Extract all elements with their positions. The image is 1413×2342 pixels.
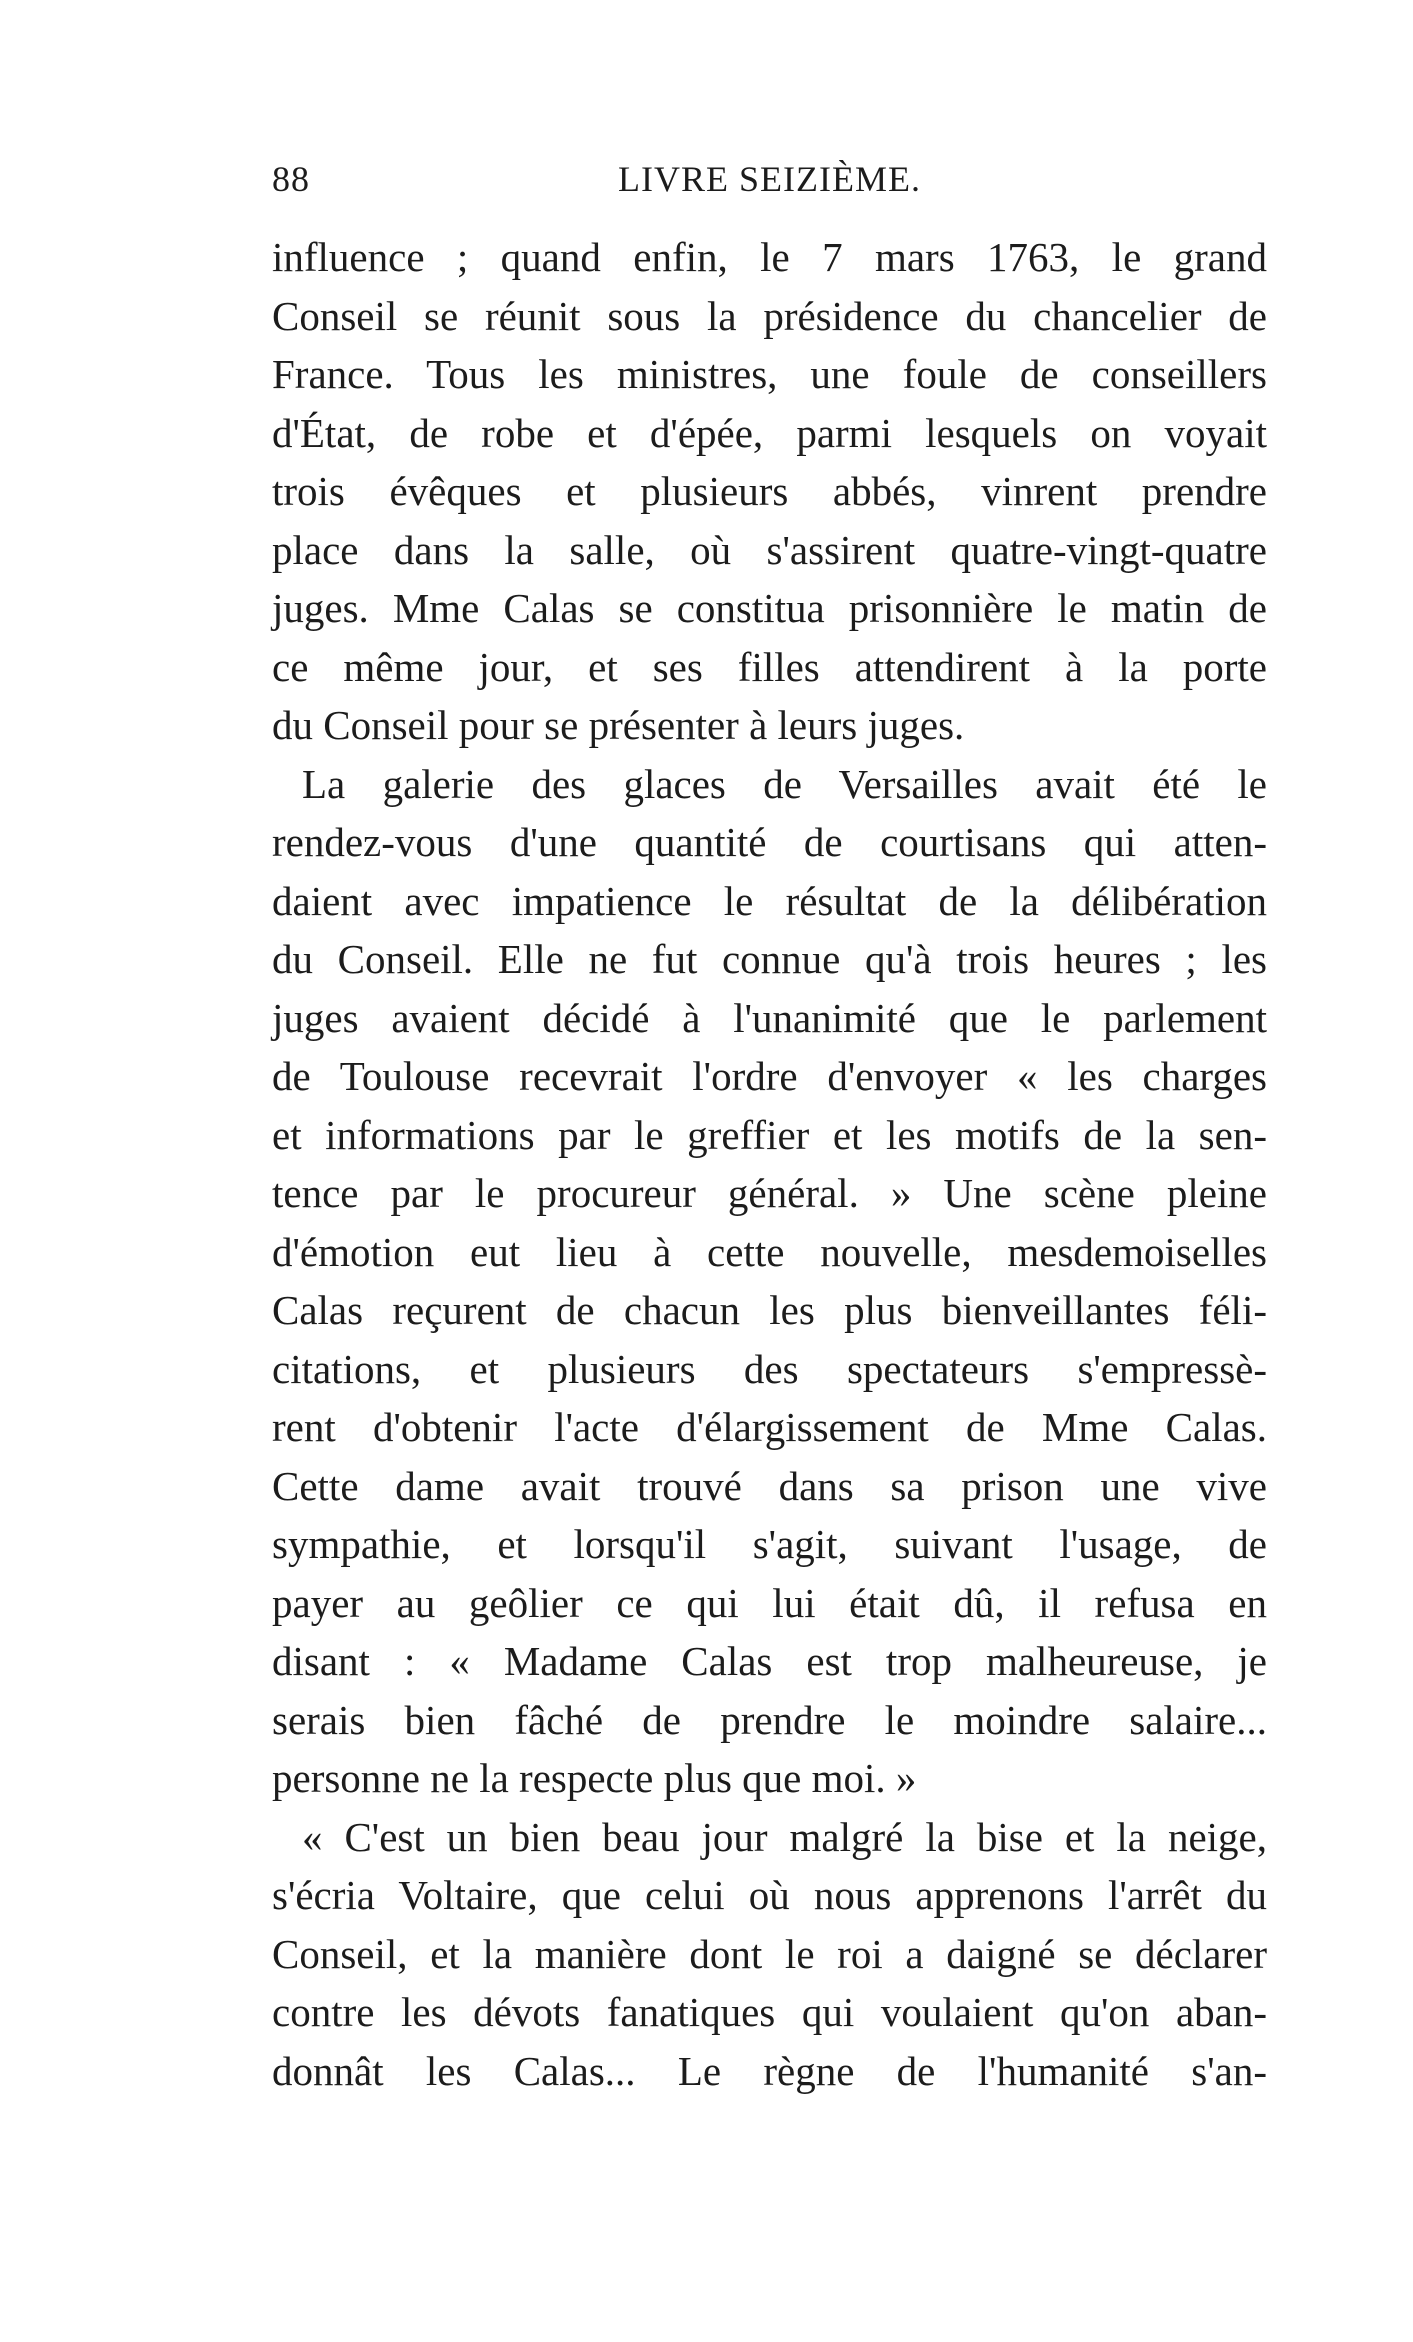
- text-line: de Toulouse recevrait l'ordre d'envoyer « les charges: [272, 1053, 1267, 1099]
- text-line: place dans la salle, où s'assirent quatre-vingt-quatre: [272, 526, 1267, 573]
- text-line: Calas reçurent de chacun les plus bienveillantes féli-: [272, 1287, 1267, 1333]
- text-line: juges. Mme Calas se constitua prisonnière le matin de: [272, 585, 1267, 631]
- body-text: [272, 228, 1267, 2100]
- text-line: « C'est un bien beau jour malgré la bise et la neige,: [302, 1813, 1267, 1860]
- text-line: serais bien fâché de prendre le moindre salaire...: [272, 1696, 1267, 1743]
- text-line: s'écria Voltaire, que celui où nous apprenons l'arrêt du: [272, 1872, 1267, 1918]
- text-line: La galerie des glaces de Versailles avait été le: [302, 760, 1267, 807]
- running-title: LIVRE SEIZIÈME.: [618, 159, 921, 199]
- text-line: rent d'obtenir l'acte d'élargissement de Mme Calas.: [272, 1404, 1267, 1450]
- text-line: sympathie, et lorsqu'il s'agit, suivant l'usage, de: [272, 1521, 1267, 1567]
- text-line: tence par le procureur général. » Une scène pleine: [272, 1170, 1267, 1216]
- text-line: payer au geôlier ce qui lui était dû, il refusa en: [272, 1579, 1267, 1626]
- text-line: d'émotion eut lieu à cette nouvelle, mesdemoiselles: [272, 1228, 1267, 1275]
- text-line: rendez-vous d'une quantité de courtisans qui atten-: [272, 819, 1267, 865]
- text-line: Conseil se réunit sous la présidence du chancelier de: [272, 292, 1267, 339]
- text-line: donnât les Calas... Le règne de l'humanité s'an-: [272, 2047, 1267, 2094]
- text-line: contre les dévots fanatiques qui voulaient qu'on aban-: [272, 1989, 1267, 2035]
- text-line: d'État, de robe et d'épée, parmi lesquels on voyait: [272, 409, 1267, 456]
- page-number: 88: [272, 159, 310, 199]
- text-line: personne ne la respecte plus que moi. »: [272, 1755, 917, 1801]
- text-line: Conseil, et la manière dont le roi a daigné se déclarer: [272, 1930, 1267, 1977]
- text-line: Cette dame avait trouvé dans sa prison une vive: [272, 1462, 1267, 1509]
- text-line: ce même jour, et ses filles attendirent à la porte: [272, 643, 1267, 690]
- text-line: et informations par le greffier et les motifs de la sen-: [272, 1111, 1267, 1158]
- text-line: du Conseil pour se présenter à leurs juges.: [272, 702, 965, 748]
- text-line: influence ; quand enfin, le 7 mars 1763, le grand: [272, 234, 1267, 280]
- text-line: daient avec impatience le résultat de la délibération: [272, 877, 1267, 924]
- text-line: du Conseil. Elle ne fut connue qu'à trois heures ; les: [272, 936, 1267, 982]
- text-line: citations, et plusieurs des spectateurs s'empressè-: [272, 1345, 1267, 1392]
- text-line: France. Tous les ministres, une foule de conseillers: [272, 351, 1267, 397]
- text-line: trois évêques et plusieurs abbés, vinrent prendre: [272, 468, 1267, 514]
- text-line: juges avaient décidé à l'unanimité que le parlement: [272, 994, 1267, 1041]
- running-head: [272, 158, 1267, 208]
- text-line: disant : « Madame Calas est trop malheureuse, je: [272, 1638, 1267, 1684]
